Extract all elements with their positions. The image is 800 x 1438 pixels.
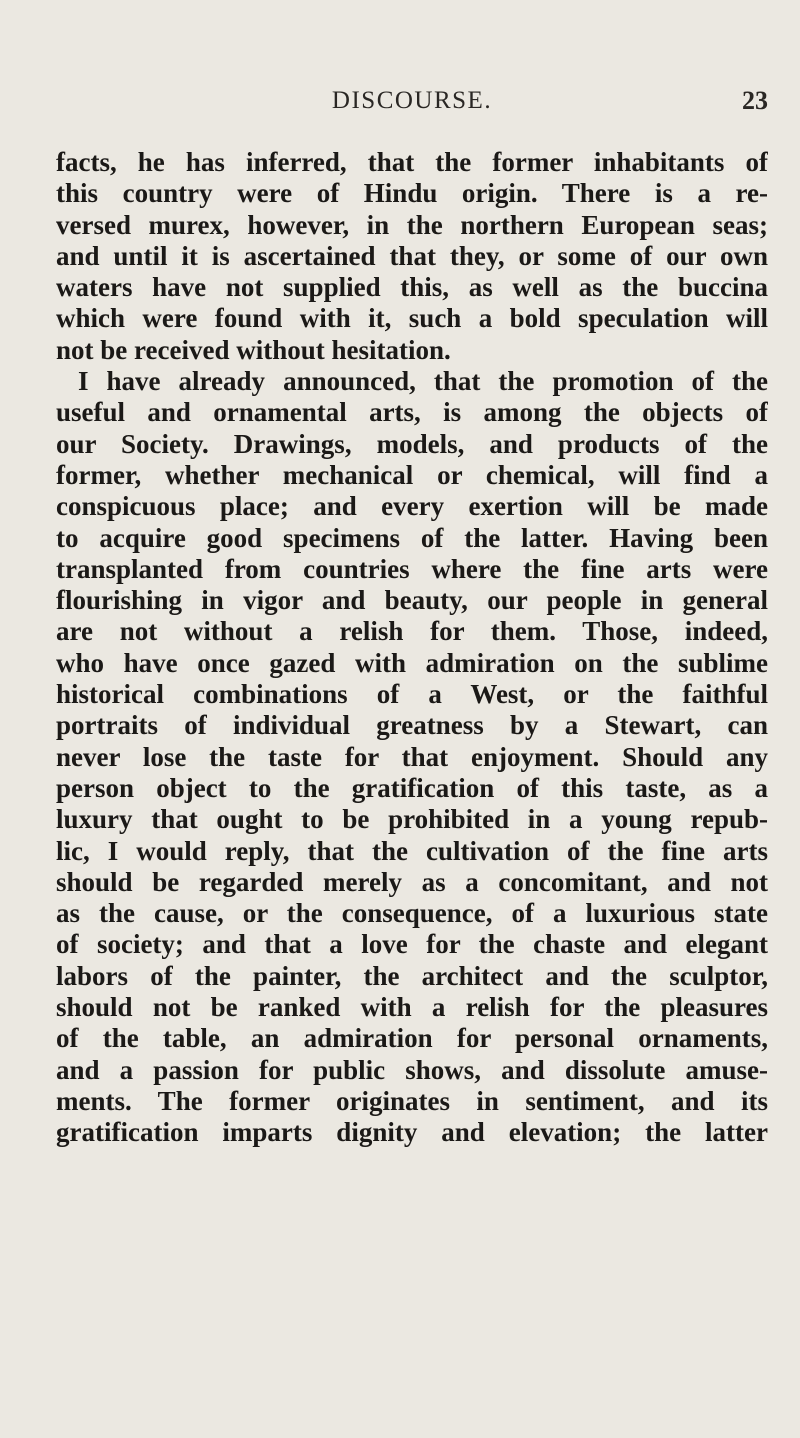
text-line: to acquire good specimens of the latter. Having been	[56, 522, 768, 553]
text-line: person object to the gratification of this taste, as a	[56, 772, 768, 803]
text-line: gratification imparts dignity and elevation; the latter	[56, 1117, 768, 1148]
text-line: as the cause, or the consequence, of a luxurious state	[56, 898, 768, 929]
text-line: should not be ranked with a relish for the pleasures	[56, 992, 768, 1023]
text-line: facts, he has inferred, that the former inhabitants of	[56, 147, 768, 177]
text-line: lic, I would reply, that the cultivation of the fine arts	[56, 835, 768, 866]
text-line: should be regarded merely as a concomitant, and not	[56, 866, 768, 897]
running-title: DISCOURSE.	[331, 87, 493, 114]
text-line: useful and ornamental arts, is among the objects of	[56, 397, 768, 428]
text-line: who have once gazed with admiration on the sublime	[56, 647, 768, 678]
text-line: never lose the taste for that enjoyment. Should any	[56, 741, 768, 772]
text-line: historical combinations of a West, or the faithful	[56, 679, 768, 710]
paragraph	[56, 366, 768, 1148]
text-line: former, whether mechanical or chemical, will find a	[56, 459, 768, 490]
text-line: flourishing in vigor and beauty, our people in general	[56, 585, 768, 616]
text-line: waters have not supplied this, as well as the buccina	[56, 272, 768, 303]
paragraph	[56, 147, 768, 366]
text-line: transplanted from countries where the fine arts were	[56, 553, 768, 584]
text-line: versed murex, however, in the northern European seas;	[56, 209, 768, 240]
text-line: not be received without hesitation.	[56, 334, 451, 365]
text-line: this country were of Hindu origin. There is a re-	[56, 178, 768, 209]
text-line: and until it is ascertained that they, or some of our own	[56, 240, 768, 271]
text-line: ments. The former originates in sentiment, and its	[56, 1085, 768, 1116]
text-line: our Society. Drawings, models, and products of the	[56, 428, 768, 459]
text-line: portraits of individual greatness by a Stewart, can	[56, 710, 768, 741]
running-head	[56, 84, 768, 118]
text-line: of society; and that a love for the chaste and elegant	[56, 929, 768, 960]
text-line: of the table, an admiration for personal ornaments,	[56, 1023, 768, 1054]
text-line: luxury that ought to be prohibited in a young repub-	[56, 804, 768, 835]
body-text	[56, 147, 768, 1149]
text-line: conspicuous place; and every exertion will be made	[56, 491, 768, 522]
page-number: 23	[742, 86, 768, 115]
text-line: labors of the painter, the architect and the sculptor,	[56, 960, 768, 991]
text-line: which were found with it, such a bold speculation will	[56, 303, 768, 334]
text-line: and a passion for public shows, and dissolute amuse-	[56, 1054, 768, 1085]
text-line: I have already announced, that the promotion of the	[78, 366, 768, 397]
text-line: are not without a relish for them. Those, indeed,	[56, 616, 768, 647]
